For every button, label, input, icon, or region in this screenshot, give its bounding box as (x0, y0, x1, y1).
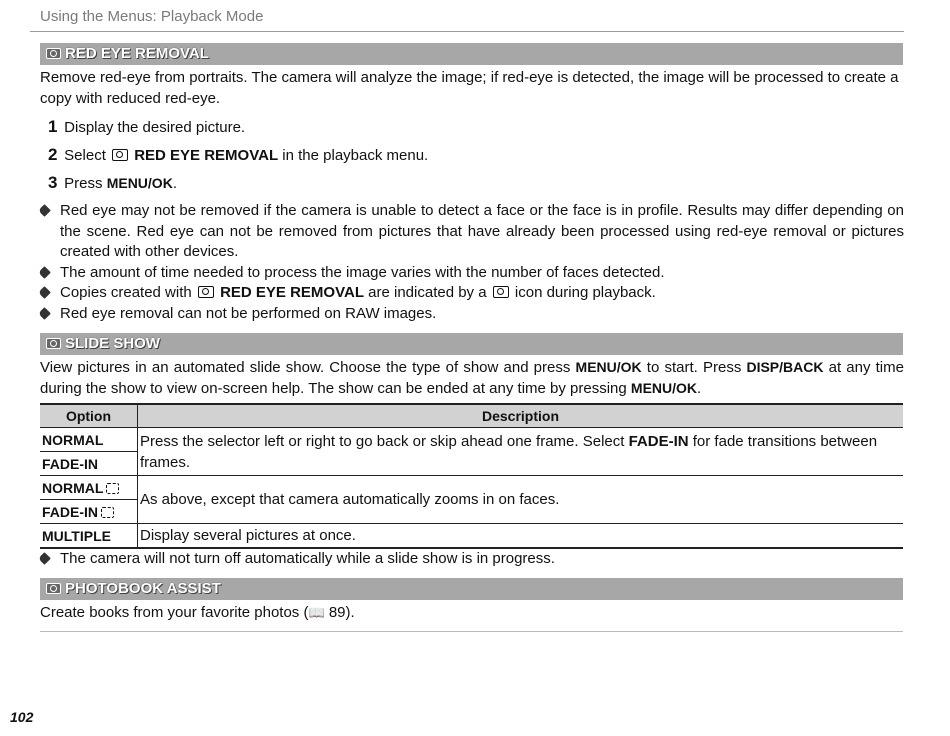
step-3 (48, 172, 177, 194)
note-text-pre: Copies created with (60, 284, 196, 301)
description-cell (138, 428, 904, 476)
step-text: Display the desired picture. (64, 119, 246, 136)
option-cell: FADE-IN (40, 452, 138, 476)
option-cell (40, 500, 138, 524)
note-icon (38, 266, 51, 279)
note-text (60, 283, 904, 304)
note-icon (38, 204, 51, 217)
photobook-heading: PHOTOBOOK ASSIST (65, 580, 221, 597)
page-ref: 89 (328, 604, 346, 621)
red-eye-heading: RED EYE REMOVAL (65, 45, 209, 62)
red-eye-indicator-icon (493, 286, 509, 298)
note-text: Red eye may not be removed if the camera is unable to detect a face or the face is in profile. Results may differ depending on the scene. Red eye can not be removed from pictures that have already been processed using red-eye removal or pictures created with other devices. (60, 202, 904, 260)
step-number: 1 (48, 117, 58, 136)
slide-show-heading: SLIDE SHOW (65, 335, 161, 352)
intro-text: View pictures in an automated slide show. Choose the type of show and press (40, 359, 576, 376)
note-1 (40, 201, 904, 263)
step-text: Press (64, 175, 107, 192)
col-description-header: Description (138, 404, 904, 428)
step-1 (48, 116, 245, 138)
menu-ok-label: MENU/OK (575, 359, 642, 375)
step-number: 3 (48, 173, 58, 192)
page-header: Using the Menus: Playback Mode (40, 8, 264, 25)
desc-text: Press the selector left or right to go back or skip ahead one frame. Select (140, 432, 629, 450)
photobook-intro (40, 602, 904, 623)
face-detection-icon (101, 507, 114, 518)
description-cell: Display several pictures at once. (138, 524, 904, 549)
section-heading-slide-show (40, 333, 903, 355)
note-bold: RED EYE REMOVAL (220, 284, 364, 301)
desc-text: for fade transitions between frames. (140, 432, 878, 471)
step-number: 2 (48, 145, 58, 164)
note-icon (38, 552, 51, 565)
note-3 (40, 283, 904, 304)
slide-show-intro (40, 357, 904, 399)
note-text: The amount of time needed to process the image varies with the number of faces detected. (60, 264, 665, 281)
note-2 (40, 263, 904, 284)
intro-text: at any time during the show to view on-screen help. The show can be ended at any time by pressing (40, 359, 904, 397)
step-bold: RED EYE REMOVAL (134, 147, 279, 164)
note-text: Red eye removal can not be performed on RAW images. (60, 305, 437, 322)
note-text-post: icon during playback. (510, 284, 656, 301)
slide-show-note (40, 549, 904, 570)
section-heading-red-eye (40, 43, 903, 65)
description-cell: As above, except that camera automatically zooms in on faces. (138, 476, 904, 524)
step-text-post: . (172, 175, 177, 192)
menu-ok-label: MENU/OK (630, 380, 698, 396)
page-number: 102 (10, 709, 34, 725)
red-eye-intro: Remove red-eye from portraits. The camera will analyze the image; if red-eye is detected, the image will be processed to create a copy with reduced red-eye. (40, 69, 899, 107)
menu-ok-label: MENU/OK (106, 175, 173, 191)
step-2 (48, 144, 428, 166)
option-cell: MULTIPLE (40, 524, 138, 549)
step-text-post: in the playback menu. (278, 147, 429, 164)
note-text-mid: are indicated by a (363, 284, 491, 301)
intro-text: . (697, 380, 702, 397)
step-text: Select (64, 147, 111, 164)
table-row (40, 428, 903, 452)
photobook-icon (46, 583, 61, 594)
table-row (40, 524, 903, 549)
book-ref-icon: 📖 (308, 605, 325, 620)
intro-text: ). (345, 604, 355, 621)
option-cell (40, 476, 138, 500)
note-text: The camera will not turn off automatically while a slide show is in progress. (60, 550, 555, 567)
intro-text: to start. Press (641, 359, 747, 376)
option-cell: NORMAL (40, 428, 138, 452)
table-row (40, 476, 903, 500)
col-option-header: Option (40, 404, 138, 428)
note-icon (38, 307, 51, 320)
header-rule (30, 31, 904, 32)
section-heading-photobook (40, 578, 903, 600)
slide-show-icon (46, 338, 61, 349)
option-label: FADE-IN (42, 503, 98, 520)
note-icon (38, 286, 51, 299)
red-eye-icon (112, 149, 128, 161)
note-4 (40, 304, 904, 325)
red-eye-icon (46, 48, 61, 59)
face-detection-icon (106, 483, 119, 494)
red-eye-icon (198, 286, 214, 298)
desc-bold: FADE-IN (628, 432, 689, 450)
bottom-rule (40, 631, 903, 632)
slide-show-options-table (40, 403, 903, 549)
disp-back-label: DISP/BACK (746, 359, 824, 375)
option-label: NORMAL (42, 479, 104, 496)
intro-text: Create books from your favorite photos ( (40, 604, 309, 621)
table-header-row (40, 404, 903, 428)
